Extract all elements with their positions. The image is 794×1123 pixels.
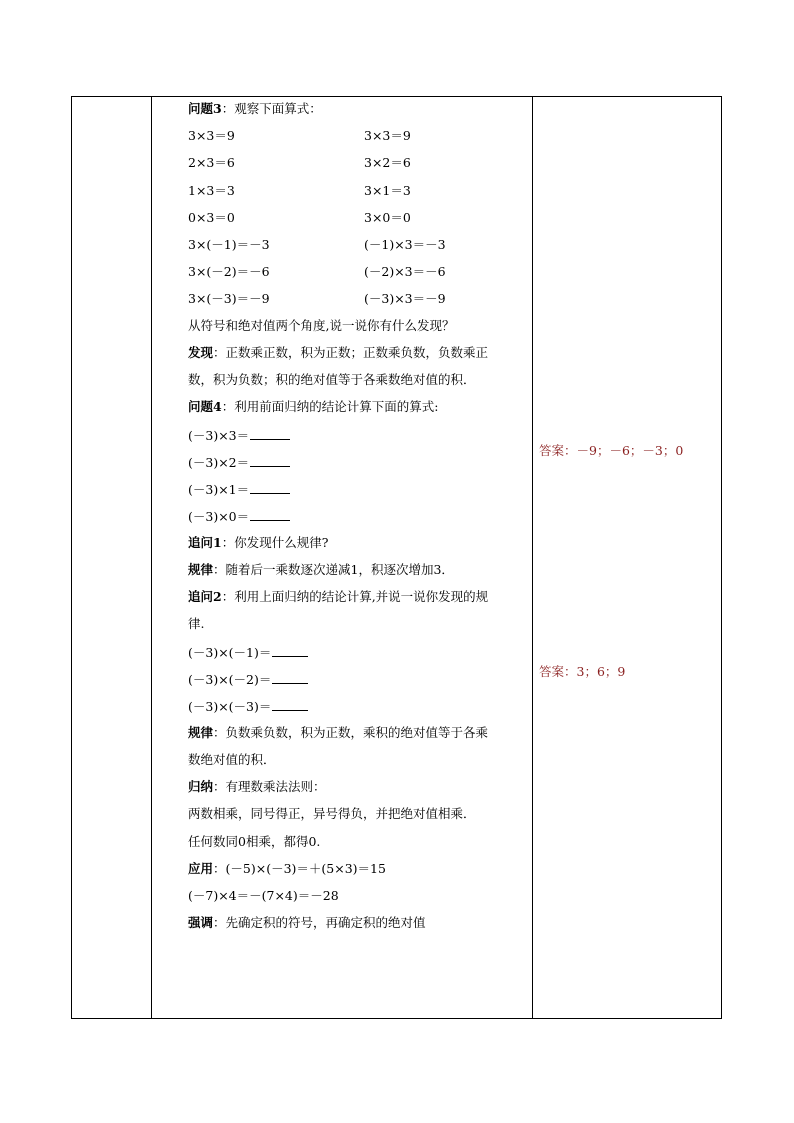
answer-blank[interactable] [272,644,308,657]
equation-row: 0×3＝0 3×0＝0 [188,210,411,225]
rule-1: 规律：随着后一乘数逐次递减1，积逐次增加3． [188,562,454,577]
answer-blank[interactable] [250,454,290,467]
fill-blank-expr: (－3)×(－3)＝ [188,698,308,715]
rule-2-line-2: 数绝对值的积． [188,752,276,767]
answer-note-1: 答案：－9；－6；－3；0 [539,443,684,458]
equation-row: 2×3＝6 3×2＝6 [188,155,411,170]
equation-row: 3×(－1)＝－3 (－1)×3＝－3 [188,237,446,252]
emphasis: 强调：先确定积的符号，再确定积的绝对值 [188,915,426,930]
left-column [72,97,152,1018]
application: 应用：(－5)×(－3)＝＋(5×3)＝15 [188,861,386,876]
follow-up-2-line-1: 追问2：利用上面归纳的结论计算,并说一说你发现的规 [188,589,489,604]
answer-blank[interactable] [250,508,290,521]
answer-blank[interactable] [272,698,308,711]
fill-blank-expr: (－3)×2＝ [188,454,290,471]
question-3: 问题3：观察下面算式： [188,101,322,116]
follow-up-1: 追问1：你发现什么规律? [188,535,329,550]
answer-blank[interactable] [272,671,308,684]
equation-row: 3×(－3)＝－9 (－3)×3＝－9 [188,291,446,306]
fill-blank-expr: (－3)×1＝ [188,481,290,498]
answer-column [533,97,721,1018]
finding-line-1: 发现：正数乘正数，积为正数；正数乘负数，负数乘正 [188,345,489,360]
fill-blank-expr: (－3)×(－1)＝ [188,644,308,661]
answer-note-2: 答案：3；6；9 [539,664,626,679]
finding-line-2: 数，积为负数；积的绝对值等于各乘数绝对值的积． [188,372,476,387]
rule-2-line-1: 规律：负数乘负数，积为正数，乘积的绝对值等于各乘 [188,725,489,740]
lesson-table [71,96,722,1019]
question-4: 问题4：利用前面归纳的结论计算下面的算式: [188,399,439,414]
fill-blank-expr: (－3)×3＝ [188,427,290,444]
equation-row: 1×3＝3 3×1＝3 [188,183,411,198]
equation-row: 3×(－2)＝－6 (－2)×3＝－6 [188,264,446,279]
content-column [152,97,533,1018]
summary: 归纳：有理数乘法法则： [188,779,326,794]
fill-blank-expr: (－3)×(－2)＝ [188,671,308,688]
summary-rule-1: 两数相乘，同号得正，异号得负，并把绝对值相乘． [188,806,476,821]
follow-up-2-line-2: 律. [188,616,205,631]
fill-blank-expr: (－3)×0＝ [188,508,290,525]
answer-blank[interactable] [250,427,290,440]
summary-rule-2: 任何数同0相乘，都得0. [188,834,321,849]
answer-blank[interactable] [250,481,290,494]
equation-row: 3×3＝9 3×3＝9 [188,128,411,143]
application-line-2: (－7)×4＝－(7×4)＝－28 [188,888,339,903]
question-3-prompt: 从符号和绝对值两个角度,说一说你有什么发现？ [188,318,455,333]
